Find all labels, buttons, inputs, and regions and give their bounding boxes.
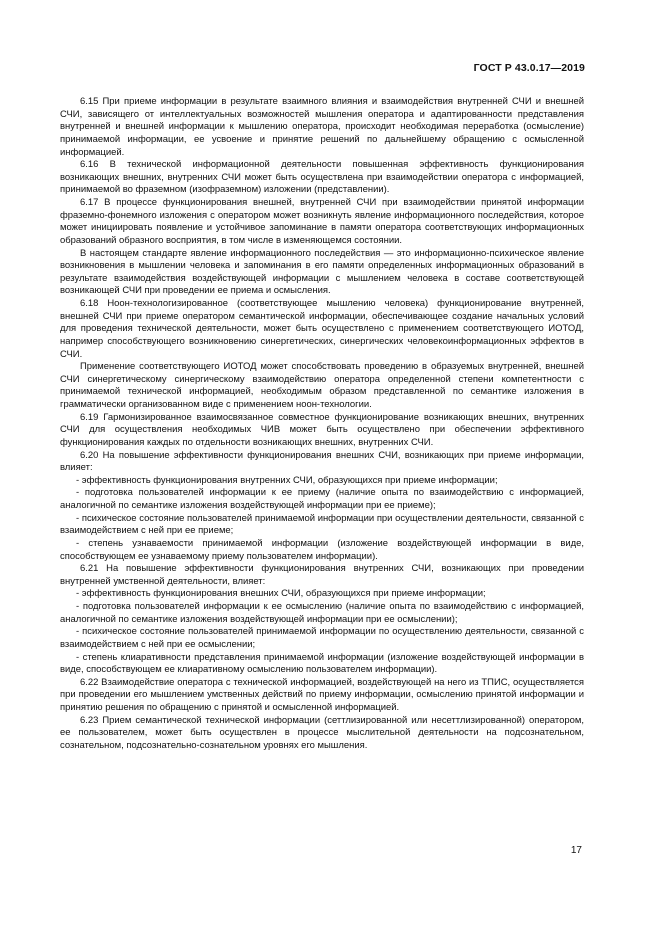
list-item: - подготовка пользователей информации к ее приему (наличие опыта по взаимодействию с информацией, аналогичной по семантике изложения воздействующей информации при ее приеме);: [60, 487, 584, 511]
paragraph-6-15: 6.15 При приеме информации в результате взаимного влияния и взаимодействия внутренней СЧИ и внешней СЧИ, зависящего от интеллектуальных возможностей мышления оператора и адаптированности представления внутренней и внешней информации к мышлению оператора, происходит необходимая переработка (осмысление) принимаемой информации, ее усвоение и принятие решений по дальнейшему обращению с осмысленной информацией.: [60, 96, 584, 158]
paragraph-6-16: 6.16 В технической информационной деятельности повышенная эффективность функционирования возникающих внешних, внутренних СЧИ может быть осуществлена при взаимодействии оператора с информацией, принимаемой во фраземном (изофраземном) изложении (представлении).: [60, 159, 584, 196]
paragraph-6-23: 6.23 Прием семантической технической информации (сеттлизированной или несеттлизированной) оператором, ее пользователем, может быть осуществлен в процессе мыслительной деятельности на подсознательном, сознательном, подсознательно-сознательном уровнях его мышления.: [60, 714, 584, 751]
paragraph-6-18: 6.18 Ноон-технологизированное (соответствующее мышлению человека) функционирование внутренней, внешней СЧИ при приеме оператором семантической информации, обеспечивающее создание начальных условий для проведения технической деятельности, может быть осуществлено с применением соответствующего ИОТОД, например способствующего возникновению синергетических, синергических человекоинформационных эффектов в СЧИ.: [60, 298, 584, 360]
list-item: - психическое состояние пользователей принимаемой информации по осуществлению деятельности, связанной с взаимодействием с ней при ее осмыслении;: [60, 626, 584, 650]
page-number: 17: [570, 845, 582, 856]
list-item: - степень клиаративности представления принимаемой информации (изложение воздействующей информации в виде, способствующем ее клиаративному осмыслению пользователем информации).: [60, 651, 584, 676]
list-item: - эффективность функционирования внутренних СЧИ, образующихся при приеме информации;: [76, 474, 498, 486]
paragraph-6-20: 6.20 На повышение эффективности функционирования внешних СЧИ, возникающих при приеме информации, влияет:: [60, 449, 584, 474]
list-item: - психическое состояние пользователей принимаемой информации при осуществлении деятельности, связанной с взаимодействием с ней при ее приеме;: [60, 512, 584, 537]
paragraph-6-22: 6.22 Взаимодействие оператора с технической информацией, воздействующей на него из ТПИС, осуществляется при проведении его мышлением умственных действий по приему информации, осмыслению принятой информации и принятию решения по обращению с принятой и осмысленной информацией.: [60, 676, 584, 713]
paragraph-definition: В настоящем стандарте явление информационного последействия — это информационно-психическое явление возникновения в мышлении человека и запоминания в его памяти определенных информационных образований в результате взаимодействия воздействующей информации с мышлением человека в составе соответствующей возникающей СЧИ при проведении ее приема и осмысления.: [60, 247, 584, 297]
document-body: [60, 96, 584, 753]
paragraph-6-19: 6.19 Гармонизированное взаимосвязанное совместное функционирование возникающих внешних, внутренних СЧИ для осуществления необходимых ЧИВ может быть осуществлено при обеспечении эффективного функционирования каждых по отдельности возникающих внешних, внутренних СЧИ.: [60, 411, 584, 448]
document-header-code: ГОСТ Р 43.0.17—2019: [473, 62, 585, 74]
paragraph-6-21: 6.21 На повышение эффективности функционирования внутренних СЧИ, возникающих при проведении внутренней умственной деятельности, влияет:: [60, 563, 584, 587]
list-item: - степень узнаваемости принимаемой информации (изложение воздействующей информации в виде, способствующем ее узнаваемому приему пользователем информации).: [60, 537, 584, 562]
paragraph-6-17: 6.17 В процессе функционирования внешней, внутренней СЧИ при взаимодействии принятой информации фраземно-фонемного изложения с оператором может возникнуть явление информационного последействия, которое может инициировать появление и устойчивое запоминание в памяти оператора соответствующих информационных образований образного восприятия, в том числе в изменяющемся состоянии.: [60, 197, 584, 246]
list-item: - эффективность функционирования внешних СЧИ, образующихся при приеме информации;: [76, 588, 486, 600]
paragraph-iotod-application: Применение соответствующего ИОТОД может способствовать проведению в образуемых внутренней, внешней СЧИ синергетическому синергическому взаимодействию оператора определенной степени компетентности с принимаемой технической информацией, необходимым образом представленной по семантике изложения в грамматически организованном виде с применением ноон-технологии.: [60, 361, 584, 410]
list-item: - подготовка пользователей информации к ее осмыслению (наличие опыта по взаимодействию с информацией, аналогичной по семантике изложения воздействующей информации при ее осмыслении);: [60, 601, 584, 625]
